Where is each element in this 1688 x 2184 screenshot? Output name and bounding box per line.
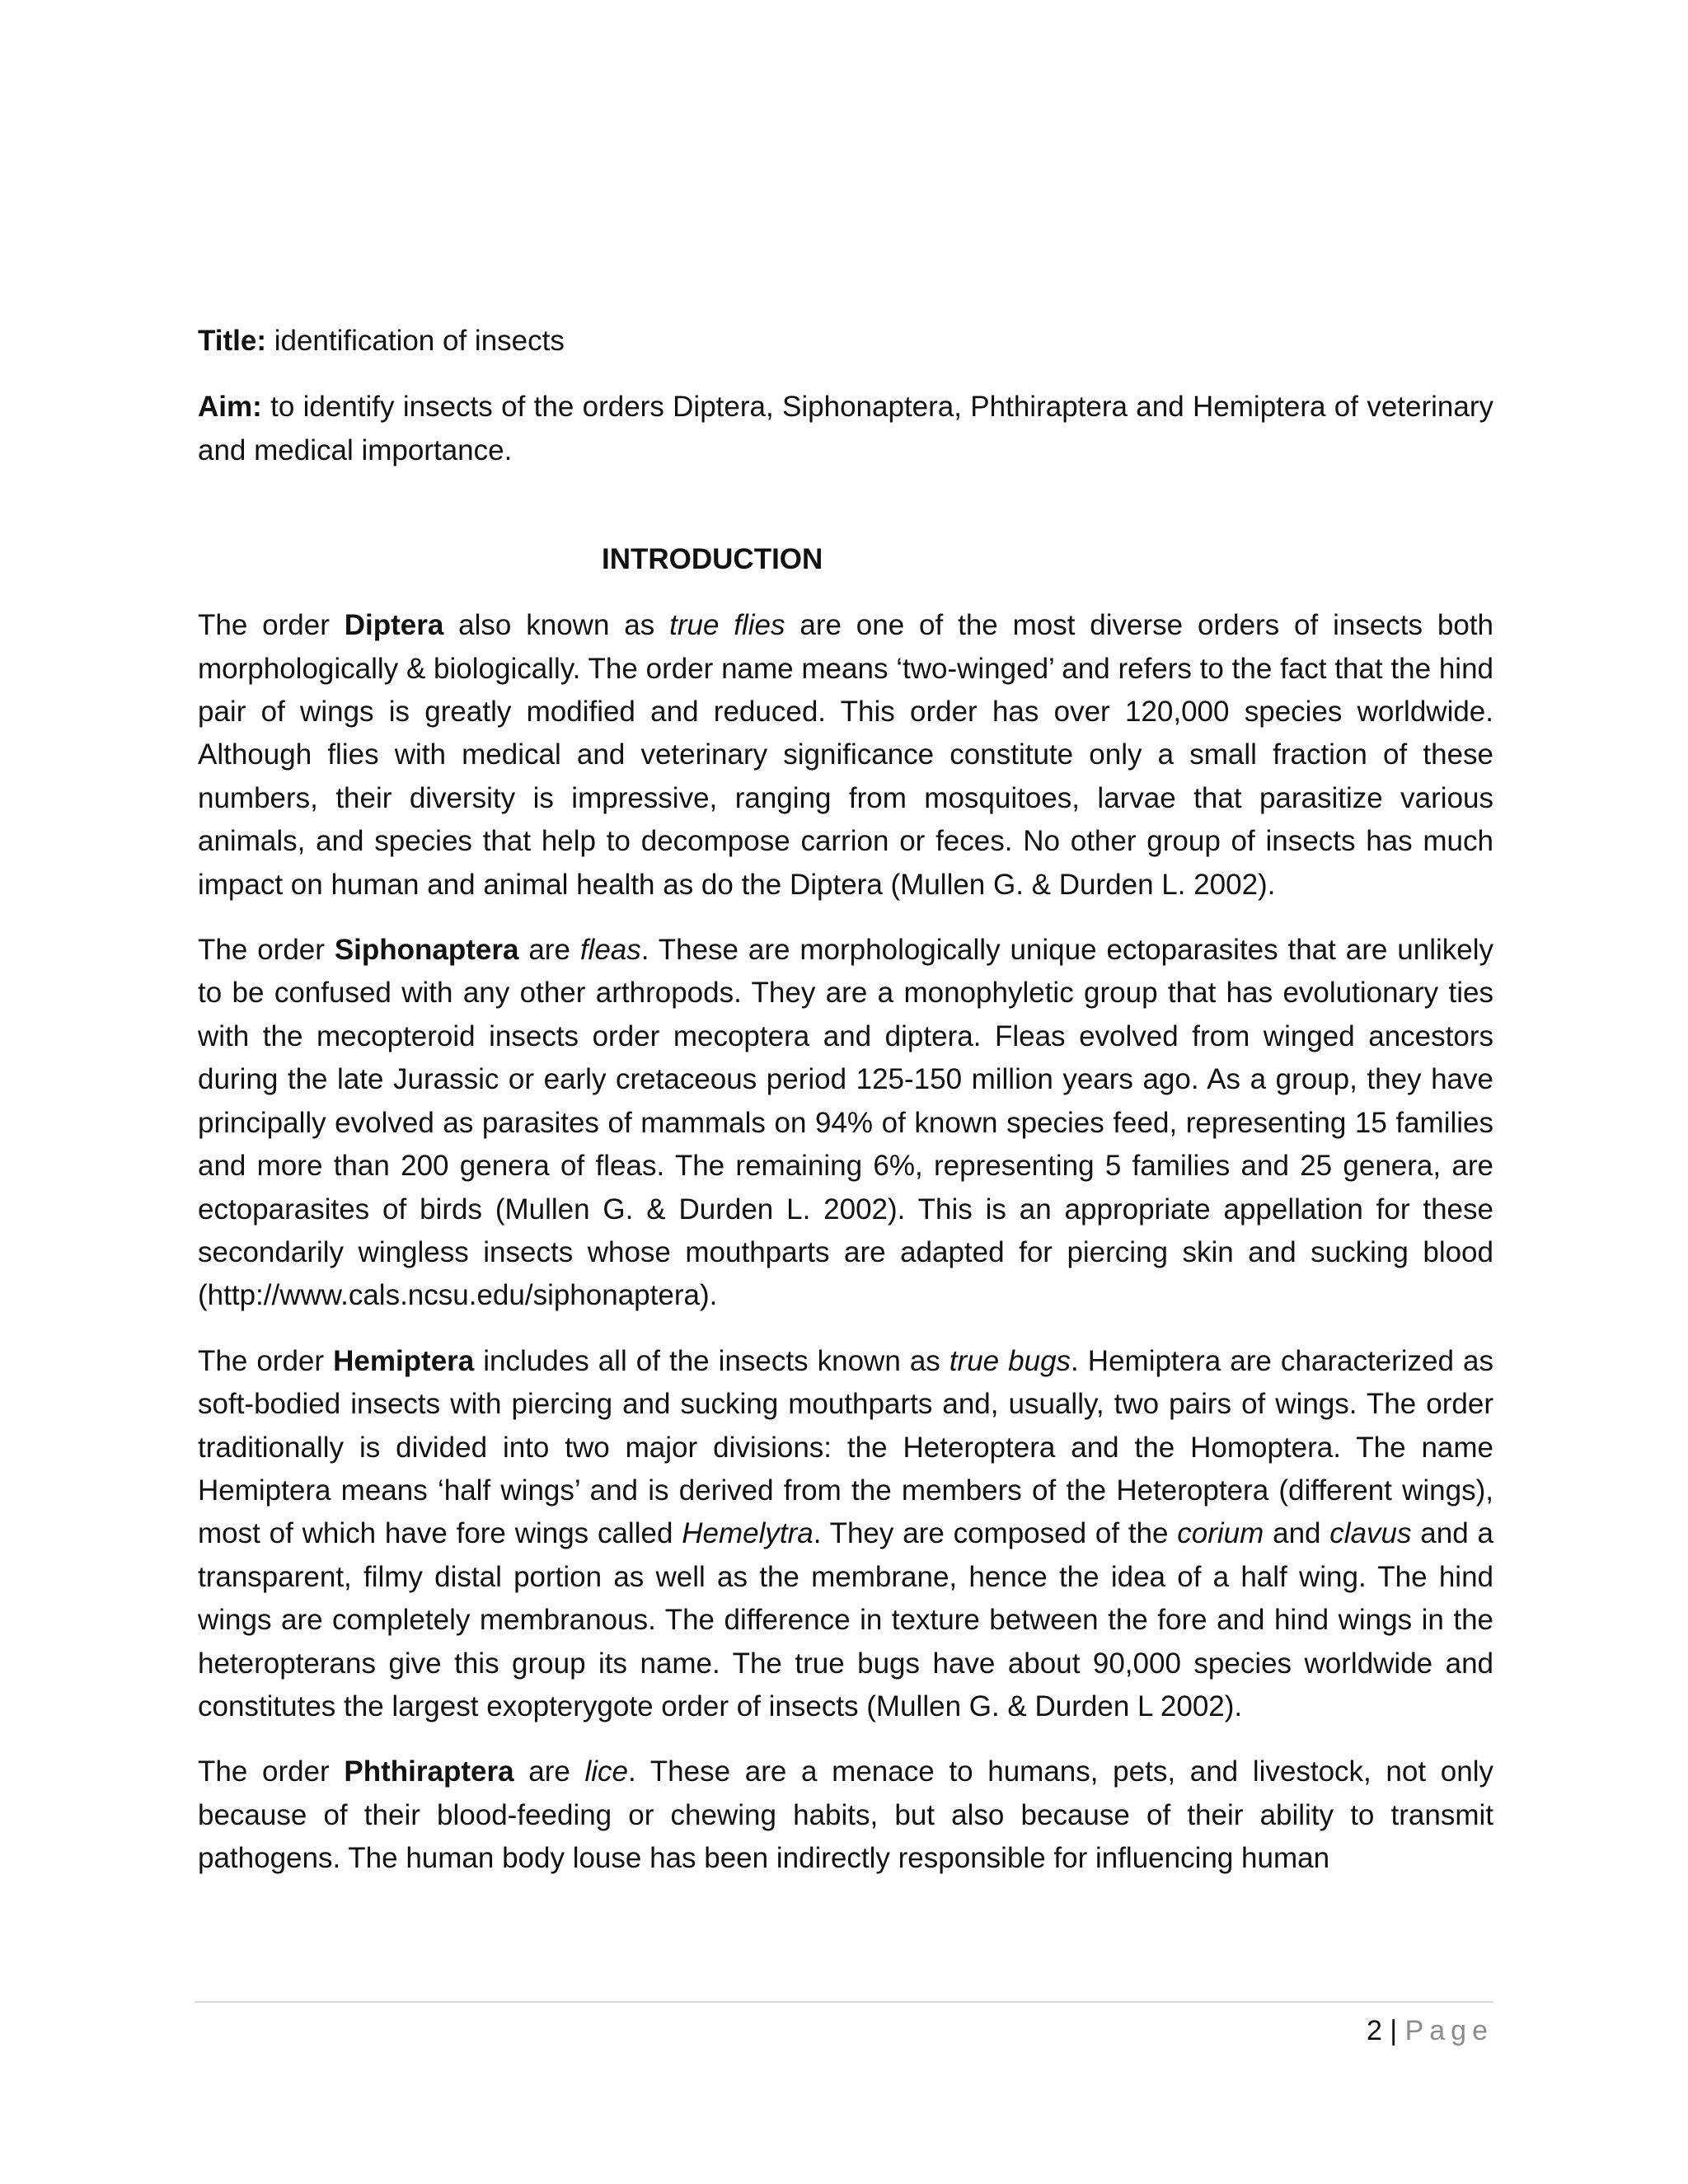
hemiptera-common-name: true bugs: [949, 1344, 1071, 1377]
introduction-heading: INTRODUCTION: [602, 543, 823, 576]
phthiraptera-text-1: The order: [198, 1755, 345, 1788]
page-number: 2: [1366, 2015, 1382, 2046]
page-footer: [1367, 2011, 1493, 2050]
document-page: [198, 320, 1493, 1903]
hemiptera-term-clavus: clavus: [1329, 1517, 1412, 1550]
hemiptera-text-6: and a transparent, filmy distal portion as well as the membrane, hence the idea of a half wing. The hind wings are completely membranous. The difference in texture between the fore and hind wings in the heteropterans give this group its name. The true bugs have about 90,000 species worldwide and constitutes the largest exopterygote order of insects (Mullen G. & Durden L 2002).: [198, 1517, 1493, 1722]
phthiraptera-text-3: . These are a menace to humans, pets, and livestock, not only because of their blood-feeding or chewing habits, but also because of their ability to transmit pathogens. The human body louse has been indirectly responsible for influencing human: [198, 1755, 1493, 1875]
page-word: Page: [1404, 2015, 1493, 2046]
hemiptera-text-4: . They are composed of the: [813, 1517, 1178, 1550]
diptera-text-1: The order: [198, 609, 345, 642]
hemiptera-paragraph: [198, 1340, 1493, 1729]
hemiptera-text-1: The order: [198, 1344, 334, 1377]
hemiptera-order-name: Hemiptera: [333, 1344, 475, 1377]
diptera-text-3: are one of the most diverse orders of insects both morphologically & biologically. The order name means ‘two-winged’ and refers to the fact that the hind pair of wings is greatly modified and reduced. This order has over 120,000 species worldwide. Although flies with medical and veterinary significance constitute only a small fraction of these numbers, their diversity is impressive, ranging from mosquitoes, larvae that parasitize various animals, and species that help to decompose carrion or feces. No other group of insects has much impact on human and animal health as do the Diptera (Mullen G. & Durden L. 2002).: [198, 609, 1493, 901]
title-text: identification of insects: [265, 325, 565, 357]
hemiptera-term-corium: corium: [1177, 1517, 1264, 1550]
hemiptera-text-5: and: [1264, 1517, 1330, 1550]
phthiraptera-order-name: Phthiraptera: [344, 1755, 514, 1788]
title-label: Title:: [198, 325, 266, 357]
siphonaptera-text-3: . These are morphologically unique ectoparasites that are unlikely to be confused with any other arthropods. They are a monophyletic group that has evolutionary ties with the mecopteroid insects order mecoptera and diptera. Fleas evolved from winged ancestors during the late Jurassic or early cretaceous period 125-150 million years ago. As a group, they have principally evolved as parasites of mammals on 94% of known species feed, representing 15 families and more than 200 genera of fleas. The remaining 6%, representing 5 families and 25 genera, are ectoparasites of birds (Mullen G. & Durden L. 2002). This is an appropriate appellation for these secondarily wingless insects whose mouthparts are adapted for piercing skin and sucking blood (http://www.cals.ncsu.edu/siphonaptera).: [198, 934, 1493, 1312]
hemiptera-text-2: includes all of the insects known as: [474, 1344, 950, 1377]
siphonaptera-text-2: are: [518, 934, 580, 967]
phthiraptera-text-2: are: [513, 1755, 585, 1788]
aim-label: Aim:: [198, 391, 262, 424]
siphonaptera-order-name: Siphonaptera: [334, 934, 519, 967]
aim-line: [198, 386, 1493, 472]
phthiraptera-common-name: lice: [584, 1755, 629, 1788]
diptera-order-name: Diptera: [344, 609, 444, 642]
page-separator: |: [1381, 2015, 1405, 2046]
phthiraptera-paragraph: [198, 1750, 1493, 1880]
diptera-common-name: true flies: [669, 609, 785, 642]
hemiptera-term-hemelytra: Hemelytra: [682, 1517, 814, 1550]
diptera-text-2: also known as: [443, 609, 670, 642]
title-line: [198, 320, 1493, 363]
footer-divider: [195, 2001, 1493, 2003]
siphonaptera-common-name: fleas: [579, 934, 641, 967]
aim-text: to identify insects of the orders Diptera, Siphonaptera, Phthiraptera and Hemiptera of veterinary and medical importance.: [198, 391, 1493, 466]
siphonaptera-paragraph: [198, 929, 1493, 1318]
hemiptera-text-3: . Hemiptera are characterized as soft-bodied insects with piercing and sucking mouthparts and, usually, two pairs of wings. The order traditionally is divided into two major divisions: the Heteroptera and the Homoptera. The name Hemiptera means ‘half wings’ and is derived from the members of the Heteroptera (different wings), most of which have fore wings called: [198, 1344, 1493, 1550]
siphonaptera-text-1: The order: [198, 934, 335, 967]
diptera-paragraph: [198, 604, 1493, 907]
